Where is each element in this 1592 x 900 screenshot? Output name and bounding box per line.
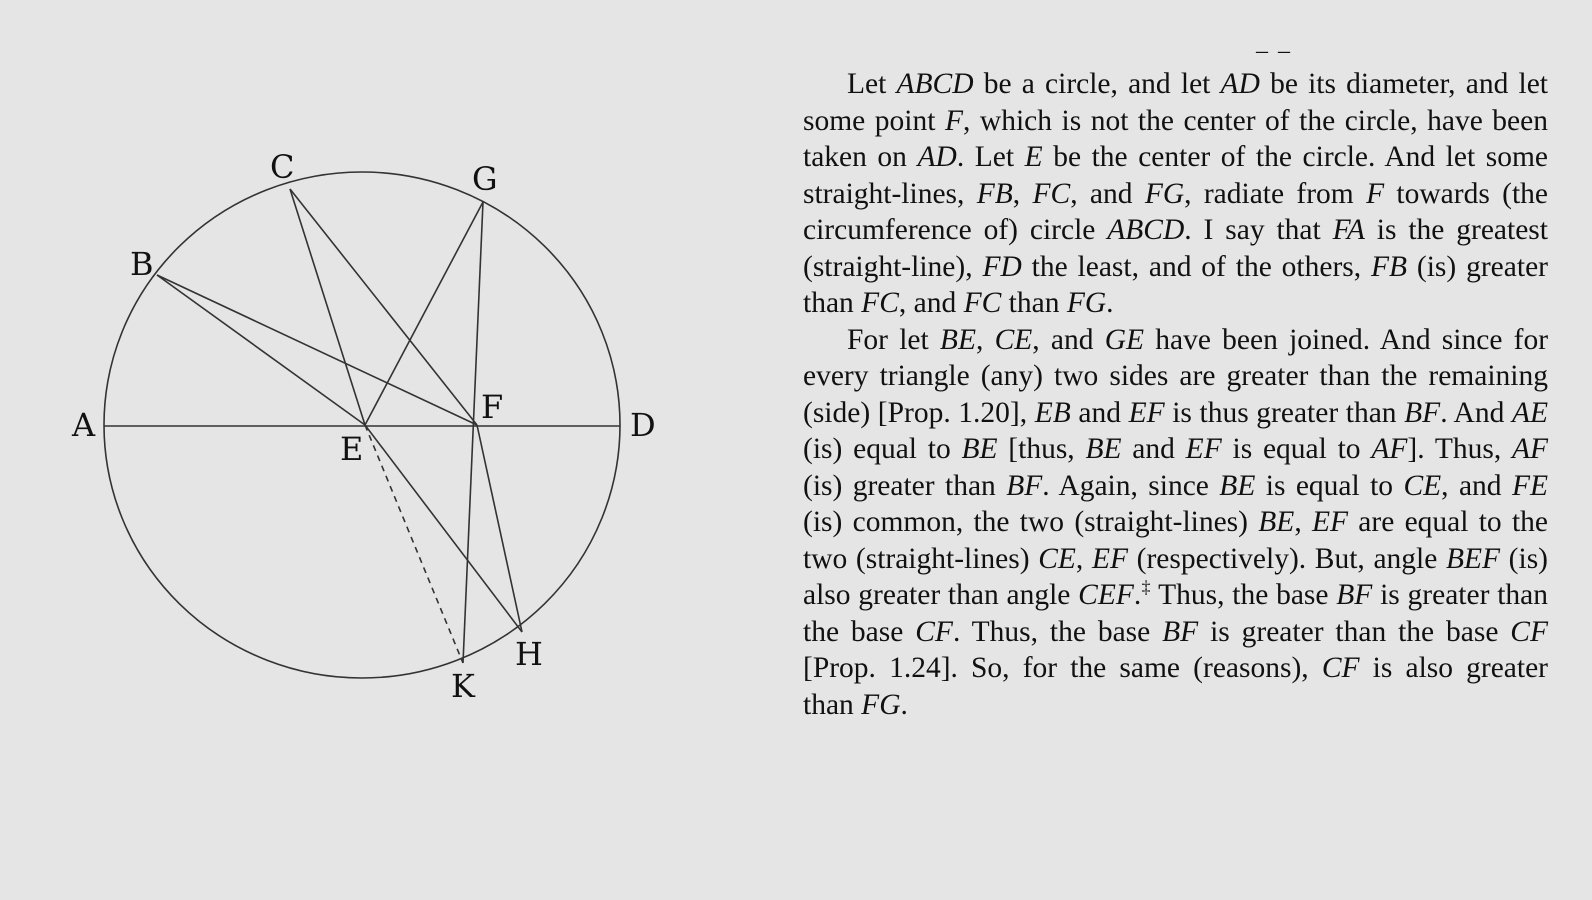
math-symbol: CE — [994, 323, 1033, 356]
math-symbol: FE — [1511, 469, 1548, 502]
math-symbol: BE — [1085, 433, 1122, 465]
math-symbol: BF — [1162, 615, 1199, 648]
line-be — [157, 275, 365, 425]
footnote-mark: ‡ — [1141, 577, 1151, 598]
math-symbol: CEF — [1078, 579, 1134, 611]
line-ek-dashed — [365, 425, 463, 663]
math-symbol: BEF — [1445, 542, 1501, 575]
line-eh — [365, 425, 522, 632]
math-symbol: EF — [1311, 506, 1349, 538]
math-symbol: FC — [861, 287, 899, 319]
math-symbol: F — [944, 104, 963, 137]
math-symbol: BF — [1336, 579, 1373, 611]
math-symbol: CF — [915, 615, 953, 648]
line-fh — [477, 425, 522, 632]
math-symbol: E — [1024, 141, 1043, 173]
math-symbol: FG — [1144, 177, 1185, 210]
math-symbol: ABCD — [1107, 214, 1185, 246]
paragraph-proof: For let BE, CE, and GE have been joined. And since for every triangle (any) two sides are greater than the remaining (side) [Prop. 1.20], EB and EF is thus greater than BF. And AE (is) equal to BE [thus, BE and EF is equal to AF]. Thus, AF (is) greater than BF. Again, since BE is equal to CE, and FE (is) common, the two (straight-lines) BE, EF are equal to the two (straight-lines) CE, EF (respectively). But, angle BEF (is) also greater than angle CEF.‡ Thus, the base BF is greater than the base CF. Thus, the base BF is greater than the base CF [Prop. 1.24]. So, for the same (reasons), CF is also greater than FG. — [803, 323, 1549, 721]
line-ge — [365, 202, 483, 425]
label-d: D — [630, 406, 656, 444]
label-g: G — [472, 160, 498, 198]
math-symbol: FC — [1032, 177, 1071, 210]
math-symbol: FB — [1371, 250, 1408, 283]
math-symbol: BF — [1006, 469, 1043, 502]
math-symbol: EF — [1185, 433, 1222, 465]
math-symbol: BE — [1258, 506, 1295, 538]
math-symbol: FG — [1066, 287, 1107, 319]
math-symbol: EB — [1034, 396, 1071, 429]
math-symbol: AF — [1511, 433, 1549, 465]
page-mark: – – — [1256, 38, 1292, 64]
label-b: B — [130, 245, 154, 283]
math-symbol: EF — [1091, 542, 1128, 575]
math-symbol: CE — [1403, 469, 1442, 502]
label-a: A — [72, 406, 96, 444]
math-symbol: F — [1366, 177, 1385, 210]
math-symbol: CF — [1321, 652, 1360, 684]
math-symbol: AF — [1371, 433, 1408, 465]
label-f: F — [481, 388, 504, 426]
math-symbol: BE — [1219, 469, 1256, 502]
proof-text — [803, 66, 1548, 723]
math-symbol: ABCD — [896, 68, 974, 100]
paragraph-statement: Let ABCD be a circle, and let AD be its diameter, and let some point F, which is not the center of the circle, have been taken on AD. Let E be the center of the circle. And let some straight-lines, FB, FC, and FG, radiate from F towards (the circumference of) circle ABCD. I say that FA is the greatest (straight-line), FD the least, and of the others, FB (is) greater than FC, and FC than FG. — [803, 68, 1549, 319]
math-symbol: FG — [861, 688, 901, 721]
math-symbol: BE — [939, 323, 976, 356]
math-symbol: FB — [976, 177, 1013, 210]
math-symbol: CE — [1038, 542, 1076, 575]
math-symbol: GE — [1104, 323, 1145, 356]
label-c: C — [270, 148, 295, 186]
label-h: H — [515, 635, 543, 673]
geometry-figure — [0, 0, 760, 900]
line-gk — [463, 202, 483, 663]
math-symbol: FD — [982, 250, 1022, 283]
math-symbol: CF — [1510, 615, 1548, 648]
line-fb — [157, 275, 477, 425]
label-e: E — [340, 430, 364, 468]
math-symbol: FA — [1332, 214, 1365, 246]
math-symbol: AD — [917, 141, 957, 173]
math-symbol: BF — [1404, 396, 1441, 429]
math-symbol: AE — [1511, 396, 1549, 429]
label-k: K — [451, 667, 475, 705]
circle-abcd — [104, 172, 620, 678]
math-symbol: EF — [1128, 396, 1165, 429]
line-ce — [290, 189, 365, 425]
math-symbol: AD — [1220, 68, 1260, 100]
math-symbol: FC — [963, 287, 1002, 319]
math-symbol: BE — [961, 433, 998, 465]
